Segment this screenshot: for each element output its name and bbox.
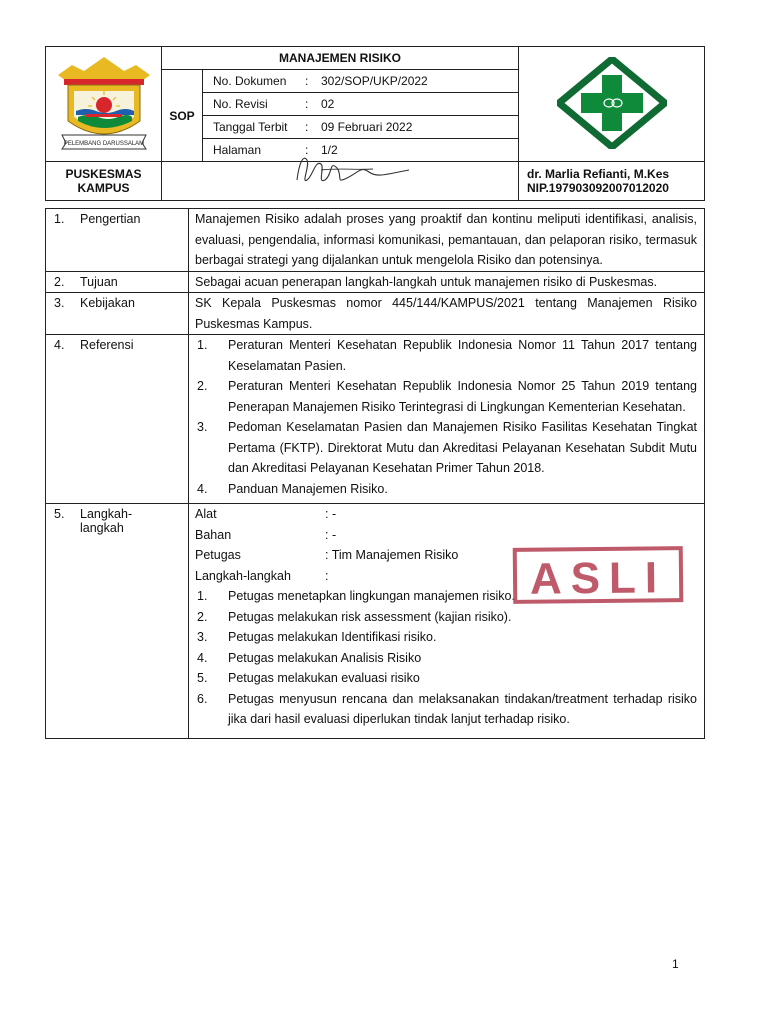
steps-list	[195, 586, 697, 730]
org-line-1: PUSKESMAS	[65, 167, 142, 181]
section-number: 5.	[54, 507, 65, 521]
item-number: 3.	[197, 630, 208, 644]
item-text: Panduan Manajemen Risiko.	[228, 481, 388, 496]
section-label-cell	[46, 209, 189, 272]
section-content: Manajemen Risiko adalah proses yang proaktif dan kontinu meliputi identifikasi, analisis, evaluasi, pengendalia, informasi komunikasi, pemantauan, dan pelaporan risiko, termasuk berbagai strategi yang dijalankan untuk mengelola Risiko dan potensinya.	[189, 209, 705, 272]
field-value: : -	[325, 527, 337, 542]
section-row	[46, 209, 705, 272]
item-number: 1.	[197, 589, 208, 603]
meta-label: Tanggal Terbit	[213, 120, 288, 134]
head-of-puskesmas	[519, 162, 705, 201]
section-number: 4.	[54, 338, 65, 352]
meta-no-revisi	[203, 93, 519, 116]
field-bahan	[195, 525, 697, 546]
section-row	[46, 293, 705, 335]
section-label: Referensi	[80, 338, 134, 352]
section-row	[46, 335, 705, 504]
sop-label: SOP	[162, 70, 203, 162]
section-row	[46, 504, 705, 739]
section-label: Tujuan	[80, 274, 118, 289]
sop-body-table	[45, 208, 705, 739]
list-item	[195, 479, 697, 500]
item-number: 1.	[197, 338, 208, 352]
item-number: 6.	[197, 691, 208, 706]
svg-text:PELEMBANG DARUSSALAM: PELEMBANG DARUSSALAM	[63, 140, 144, 147]
section-content	[189, 504, 705, 739]
item-text: Pedoman Keselamatan Pasien dan Manajemen Risiko Fasilitas Kesehatan Tingkat Pertama (FKTP). Direktorat Mutu dan Akreditasi Pelayanan Kesehatan Subdit Mutu dan Akreditasi Pelayanan Kesehatan Primer Tahun 2018.	[228, 420, 697, 475]
item-number: 2.	[197, 379, 208, 393]
city-logo-cell	[46, 47, 162, 162]
item-text: Petugas melakukan evaluasi risiko	[228, 671, 420, 685]
item-text: Petugas melakukan Analisis Risiko	[228, 650, 422, 665]
section-label: langkah	[80, 521, 124, 535]
section-row	[46, 271, 705, 293]
section-number: 1.	[54, 212, 65, 226]
reference-list	[195, 335, 697, 499]
meta-value: 09 Februari 2022	[321, 120, 413, 134]
field-value: :	[325, 568, 329, 583]
meta-label: No. Dokumen	[213, 74, 287, 88]
section-label: Pengertian	[80, 212, 141, 226]
section-content	[189, 335, 705, 504]
city-emblem-icon	[52, 51, 156, 155]
field-key: Bahan	[195, 527, 232, 542]
meta-label: No. Revisi	[213, 97, 268, 111]
section-label: Kebijakan	[80, 296, 135, 310]
doctor-name: dr. Marlia Refianti, M.Kes	[527, 167, 670, 181]
item-number: 3.	[197, 420, 208, 434]
list-item	[195, 607, 697, 628]
section-label-cell	[46, 504, 189, 739]
meta-colon: :	[305, 74, 309, 88]
section-content: Sebagai acuan penerapan langkah-langkah untuk manajemen risiko di Puskesmas.	[189, 271, 705, 293]
puskesmas-logo-icon	[557, 57, 667, 149]
item-text: Peraturan Menteri Kesehatan Republik Indonesia Nomor 11 Tahun 2017 tentang Keselamatan Pasien.	[228, 338, 697, 373]
item-number: 4.	[197, 650, 208, 665]
sop-header-table	[45, 46, 705, 201]
org-line-2: KAMPUS	[77, 181, 130, 195]
section-number: 2.	[54, 274, 65, 289]
health-logo-cell	[519, 47, 705, 162]
item-number: 5.	[197, 671, 208, 685]
meta-colon: :	[305, 120, 309, 134]
doctor-nip: NIP.197903092007012020	[527, 181, 669, 195]
field-value: : -	[325, 507, 337, 521]
field-value: : Tim Manajemen Risiko	[325, 548, 459, 562]
item-text: Petugas melakukan Identifikasi risiko.	[228, 630, 437, 644]
meta-colon: :	[305, 97, 309, 111]
meta-value: 1/2	[321, 143, 338, 157]
item-text: Peraturan Menteri Kesehatan Republik Indonesia Nomor 25 Tahun 2019 tentang Penerapan Manajemen Risiko Terintegrasi di Lingkungan Kementerian Kesehatan.	[228, 379, 697, 414]
meta-no-dokumen	[203, 70, 519, 93]
item-number: 4.	[197, 481, 208, 496]
meta-label: Halaman	[213, 143, 262, 157]
document-title: MANAJEMEN RISIKO	[162, 47, 519, 70]
list-item	[195, 689, 697, 730]
section-label-cell	[46, 271, 189, 293]
organization-name	[46, 162, 162, 201]
section-label: Langkah-	[80, 507, 133, 521]
field-alat	[195, 504, 697, 525]
field-key: Langkah-langkah	[195, 568, 291, 583]
asli-stamp: ASLI	[513, 546, 684, 604]
item-text: Petugas menetapkan lingkungan manajemen risiko.	[228, 589, 515, 603]
section-label-cell	[46, 335, 189, 504]
meta-value: 02	[321, 97, 335, 111]
list-item	[195, 668, 697, 689]
signature-cell	[162, 162, 519, 201]
section-number: 3.	[54, 296, 65, 310]
list-item	[195, 335, 697, 376]
item-text: Petugas menyusun rencana dan melaksanakan tindakan/treatment terhadap risiko jika dari hasil evaluasi diperlukan tindak lanjut terhadap risiko.	[228, 691, 697, 726]
signature-icon	[277, 150, 417, 190]
list-item	[195, 648, 697, 669]
section-label-cell	[46, 293, 189, 335]
item-number: 2.	[197, 609, 208, 624]
meta-colon: :	[305, 143, 309, 157]
meta-tanggal-terbit	[203, 116, 519, 139]
field-key: Petugas	[195, 548, 241, 562]
meta-value: 302/SOP/UKP/2022	[321, 74, 428, 88]
list-item	[195, 627, 697, 648]
list-item	[195, 376, 697, 417]
field-key: Alat	[195, 507, 217, 521]
page-number: 1	[672, 957, 679, 971]
list-item	[195, 417, 697, 479]
section-content: SK Kepala Puskesmas nomor 445/144/KAMPUS/2021 tentang Manajemen Risiko Puskesmas Kampus.	[189, 293, 705, 335]
item-text: Petugas melakukan risk assessment (kajian risiko).	[228, 609, 512, 624]
